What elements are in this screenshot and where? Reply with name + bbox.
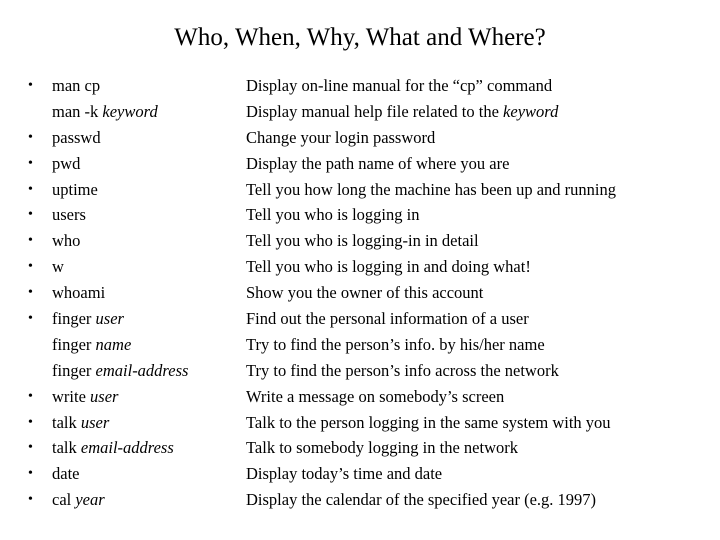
command-name: talk [52, 438, 77, 458]
command-row [0, 125, 720, 151]
command-row [0, 384, 720, 410]
command-name: man -k [52, 101, 99, 121]
command-text [52, 306, 124, 332]
command-name: passwd [52, 127, 101, 147]
command-row [0, 332, 720, 358]
description-text: Display the path name of where you are [246, 153, 510, 173]
slide-title: Who, When, Why, What and Where? [174, 24, 546, 51]
command-description [246, 410, 611, 436]
command-description [246, 384, 504, 410]
command-description [246, 435, 518, 461]
bullet-icon: • [28, 285, 33, 301]
command-text [52, 410, 109, 436]
command-text [52, 125, 101, 151]
command-row [0, 151, 720, 177]
command-argument: keyword [102, 101, 158, 121]
command-description [246, 487, 596, 513]
command-text [52, 151, 80, 177]
command-row [0, 202, 720, 228]
command-name: pwd [52, 153, 81, 173]
command-name: w [52, 257, 64, 277]
command-argument: user [95, 309, 124, 329]
bullet-icon: • [28, 207, 33, 223]
command-text [52, 487, 105, 513]
command-name: date [52, 464, 80, 484]
command-row [0, 254, 720, 280]
description-text: Tell you how long the machine has been up and running [246, 179, 617, 199]
bullet-icon: • [28, 492, 33, 508]
command-description [246, 228, 479, 254]
bullet-icon: • [28, 414, 33, 430]
command-text [52, 254, 64, 280]
command-text [52, 358, 188, 384]
command-list [0, 73, 720, 513]
command-row [0, 487, 720, 513]
command-text [52, 332, 131, 358]
command-name: finger [52, 334, 92, 354]
command-text [52, 99, 158, 125]
command-name: talk [52, 412, 77, 432]
command-description [246, 125, 435, 151]
command-description [246, 332, 545, 358]
command-description [246, 280, 483, 306]
command-description [246, 73, 552, 99]
command-row [0, 73, 720, 99]
command-description [246, 306, 529, 332]
description-text: Find out the personal information of a user [246, 309, 529, 329]
description-text: Try to find the person’s info. by his/her name [246, 334, 545, 354]
description-text: Display today’s time and date [246, 464, 443, 484]
command-name: who [52, 231, 81, 251]
command-text [52, 435, 174, 461]
command-row [0, 280, 720, 306]
command-text [52, 280, 105, 306]
description-text: Display the calendar of the specified year (e.g. 1997) [246, 490, 597, 510]
command-description [246, 99, 558, 125]
command-argument: email-address [95, 360, 189, 380]
command-name: cal [52, 490, 72, 510]
description-text: Talk to the person logging in the same system with you [246, 412, 611, 432]
command-row [0, 358, 720, 384]
bullet-icon: • [28, 78, 33, 93]
command-description [246, 358, 559, 384]
command-name: whoami [52, 283, 106, 303]
command-description [246, 151, 509, 177]
description-text: Tell you who is logging-in in detail [246, 231, 479, 251]
command-description [246, 461, 442, 487]
command-name: finger [52, 309, 92, 329]
command-text [52, 202, 86, 228]
description-text: Show you the owner of this account [246, 283, 484, 303]
command-text [52, 384, 118, 410]
command-text [52, 228, 80, 254]
command-row [0, 177, 720, 203]
description-text: Tell you who is logging in and doing what! [246, 257, 531, 277]
command-row [0, 228, 720, 254]
bullet-icon: • [28, 466, 33, 482]
command-argument: user [80, 412, 110, 432]
description-text: Try to find the person’s info across the network [246, 360, 559, 380]
command-row [0, 306, 720, 332]
bullet-icon: • [28, 181, 33, 197]
command-name: users [52, 205, 86, 225]
command-name: man cp [52, 76, 101, 95]
command-name: uptime [52, 179, 98, 199]
command-text [52, 461, 79, 487]
command-argument: user [90, 386, 119, 406]
command-row [0, 410, 720, 436]
command-description [246, 202, 419, 228]
bullet-icon: • [28, 311, 33, 327]
description-text: Change your login password [246, 127, 436, 147]
command-row [0, 461, 720, 487]
bullet-icon: • [28, 259, 33, 275]
description-text: Display manual help file related to the [246, 101, 499, 121]
description-text: Display on-line manual for the “cp” command [246, 76, 553, 95]
command-row [0, 435, 720, 461]
bullet-icon: • [28, 129, 33, 145]
command-name: finger [52, 360, 92, 380]
bullet-icon: • [28, 440, 33, 456]
bullet-icon: • [28, 155, 33, 171]
description-text: Tell you who is logging in [246, 205, 420, 225]
description-text: Talk to somebody logging in the network [246, 438, 518, 458]
command-description [246, 177, 616, 203]
command-argument: year [75, 490, 105, 510]
bullet-icon: • [28, 233, 33, 249]
command-argument: name [95, 334, 132, 354]
command-name: write [52, 386, 86, 406]
command-argument: email-address [80, 438, 174, 458]
command-text [52, 73, 100, 99]
command-text [52, 177, 98, 203]
command-description [246, 254, 531, 280]
description-text: Write a message on somebody’s screen [246, 386, 505, 406]
bullet-icon: • [28, 388, 33, 404]
command-row [0, 99, 720, 125]
description-emphasis: keyword [503, 101, 559, 121]
